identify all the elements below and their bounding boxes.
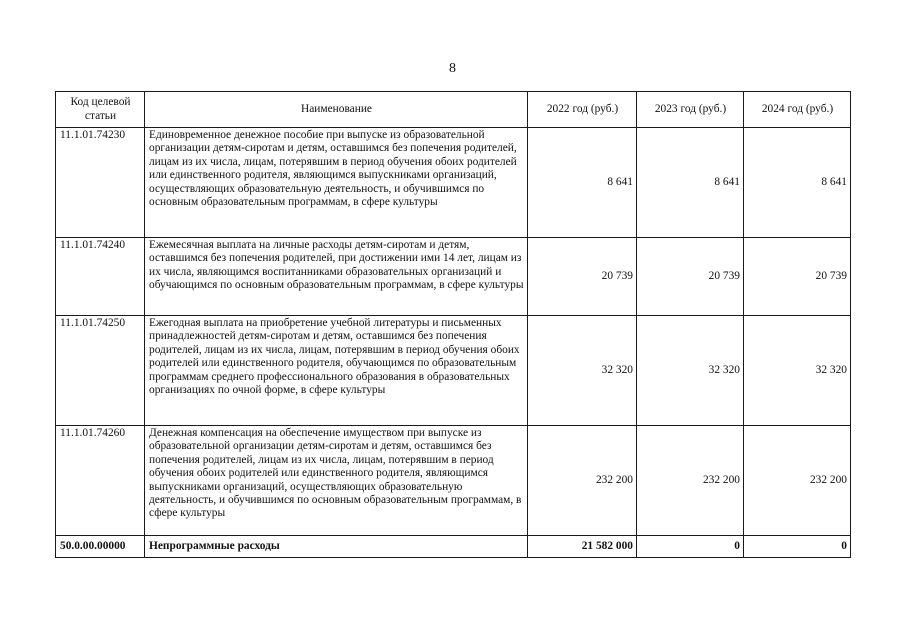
header-code: Код целевой статьи [56, 92, 145, 128]
total-code: 50.0.00.00000 [56, 536, 145, 558]
row-name: Ежемесячная выплата на личные расходы детям-сиротам и детям, оставшимся без попечения родителей, при достижении ими 14 лет, лицам из их числа, являющимся воспитанниками образовательных организаций и обучающимся по основным образовательным программам, в сфере культуры [145, 238, 528, 316]
row-code: 11.1.01.74260 [56, 426, 145, 536]
row-code: 11.1.01.74240 [56, 238, 145, 316]
table-row [56, 128, 851, 238]
row-value-2024: 20 739 [744, 238, 851, 316]
table-row [56, 238, 851, 316]
row-value-2023: 8 641 [637, 128, 744, 238]
table-row [56, 426, 851, 536]
table-row [56, 316, 851, 426]
row-value-2024: 8 641 [744, 128, 851, 238]
row-code: 11.1.01.74230 [56, 128, 145, 238]
row-name: Ежегодная выплата на приобретение учебной литературы и письменных принадлежностей детям-сиротам и детям, оставшимся без попечения родителей, лицам из их числа, лицам, потерявшим в период обучения обоих родителей или единственного родителя, обучающимся по образовательным программам среднего профессионального образования в образовательных организациях по очной форме, в сфере культуры [145, 316, 528, 426]
budget-table [55, 91, 851, 558]
total-value-2022: 21 582 000 [528, 536, 637, 558]
row-name: Единовременное денежное пособие при выпуске из образовательной организации детям-сиротам и детям, оставшимся без попечения родителей, лицам из их числа, лицам, потерявшим в период обучения обоих родителей или единственного родителя, являющимся выпускниками организаций, осуществляющих образовательную деятельность, и обучившимся по основным образовательным программам, в сфере культуры [145, 128, 528, 238]
row-value-2023: 32 320 [637, 316, 744, 426]
total-name: Непрограммные расходы [145, 536, 528, 558]
row-value-2022: 232 200 [528, 426, 637, 536]
header-2024: 2024 год (руб.) [744, 92, 851, 128]
total-row [56, 536, 851, 558]
row-value-2024: 32 320 [744, 316, 851, 426]
total-value-2024: 0 [744, 536, 851, 558]
header-2023: 2023 год (руб.) [637, 92, 744, 128]
row-value-2022: 20 739 [528, 238, 637, 316]
total-value-2023: 0 [637, 536, 744, 558]
row-value-2022: 8 641 [528, 128, 637, 238]
header-name: Наименование [145, 92, 528, 128]
page-number: 8 [449, 61, 456, 76]
row-code: 11.1.01.74250 [56, 316, 145, 426]
row-name: Денежная компенсация на обеспечение имуществом при выпуске из образовательной организации детям-сиротам и детям, оставшимся без попечения родителей, лицам из их числа, лицам, потерявшим в период обучения обоих родителей или единственного родителя, являющимся выпускниками организаций, осуществляющих образовательную деятельность, и обучившимся по основным образовательным программам, в сфере культуры [145, 426, 528, 536]
header-2022: 2022 год (руб.) [528, 92, 637, 128]
row-value-2022: 32 320 [528, 316, 637, 426]
row-value-2023: 232 200 [637, 426, 744, 536]
table-header-row [56, 92, 851, 128]
row-value-2023: 20 739 [637, 238, 744, 316]
row-value-2024: 232 200 [744, 426, 851, 536]
